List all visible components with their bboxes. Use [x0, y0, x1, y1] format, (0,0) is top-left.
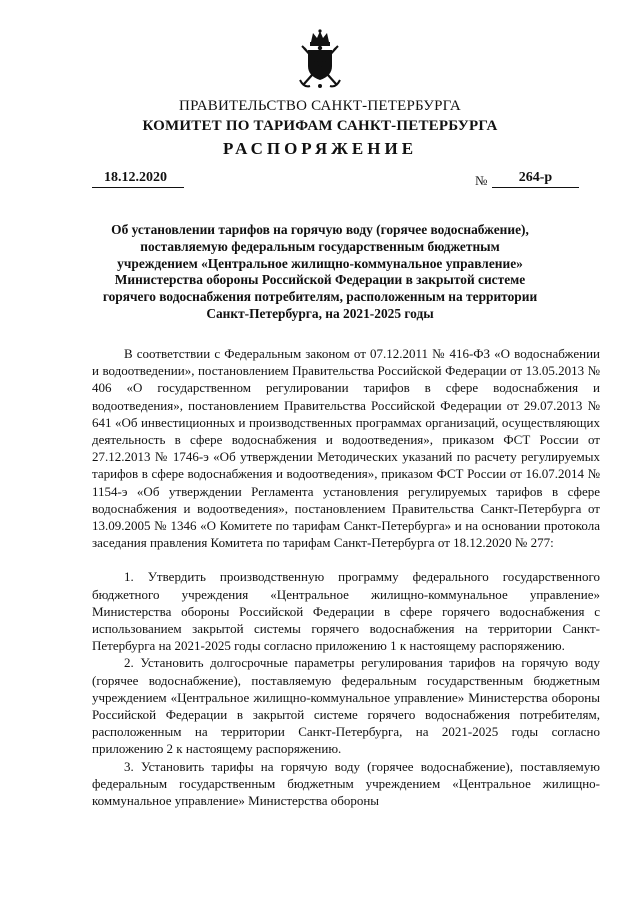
saint-petersburg-coat-of-arms-icon: [296, 28, 344, 92]
item-1-paragraph: 1. Утвердить производственную программу федерального государственного бюджетного учреждения «Центральное жилищно-коммунальное управление» Министерства обороны Российской Федерации в сфере горячего водоснабжения с использованием закрытой системы горячего водоснабжения на территории Санкт-Петербурга на 2021-2025 годы согласно приложению 1 к настоящему распоряжению.: [92, 569, 600, 654]
number-sign: №: [475, 173, 488, 188]
government-name: ПРАВИТЕЛЬСТВО САНКТ-ПЕТЕРБУРГА: [179, 98, 461, 114]
document-number: [475, 170, 579, 188]
preamble-paragraph: В соответствии с Федеральным законом от 07.12.2011 № 416-ФЗ «О водоснабжении и водоотведении», постановлением Правительства Российской Федерации от 13.05.2013 № 406 «О государственном регулировании тарифов в сфере водоснабжения и водоотведения», постановлением Правительства Российской Федерации от 29.07.2013 № 641 «Об инвестиционных и производственных программах организаций, осуществляющих деятельность в сфере водоснабжения и водоотведения», приказом ФСТ России от 27.12.2013 № 1746-э «Об утверждении Методических указаний по расчету регулируемых тарифов в сфере водоснабжения и водоотведения», приказом ФСТ России от 16.07.2014 № 1154-э «Об утверждении Регламента установления регулируемых тарифов в сфере водоснабжения и водоотведения», постановлением Правительства Санкт-Петербурга от 13.09.2005 № 1346 «О Комитете по тарифам Санкт-Петербурга» и на основании протокола заседания правления Комитета по тарифам Санкт-Петербурга от 18.12.2020 № 277:: [92, 346, 600, 551]
document-body: [92, 345, 600, 809]
document-type: РАСПОРЯЖЕНИЕ: [222, 139, 418, 158]
item-3-paragraph: 3. Установить тарифы на горячую воду (горячее водоснабжение), поставляемую федеральным государственным бюджетным учреждением «Центральное жилищно-коммунальное управление» Министерства обороны: [92, 758, 600, 809]
document-title: Об установлении тарифов на горячую воду (горячее водоснабжение), поставляемую федеральным государственным бюджетным учреждением «Центральное жилищно-коммунальное управление» Министерства обороны Российской Федерации в закрытой системе горячего водоснабжения потребителям, расположенным на территории Санкт-Петербурга, на 2021-2025 годы: [102, 222, 538, 321]
committee-name: КОМИТЕТ ПО ТАРИФАМ САНКТ-ПЕТЕРБУРГА: [142, 118, 498, 134]
document-date: 18.12.2020: [92, 170, 184, 188]
number-value: 264-р: [492, 170, 579, 188]
item-2-paragraph: 2. Установить долгосрочные параметры регулирования тарифов на горячую воду (горячее водоснабжение), поставляемую федеральным государственным бюджетным учреждением «Центральное жилищно-коммунальное управление» Министерства обороны Российской Федерации в закрытой системе горячего водоснабжения потребителям, расположенным на территории Санкт-Петербурга, на 2021-2025 годы согласно приложению 2 к настоящему распоряжению.: [92, 655, 600, 757]
